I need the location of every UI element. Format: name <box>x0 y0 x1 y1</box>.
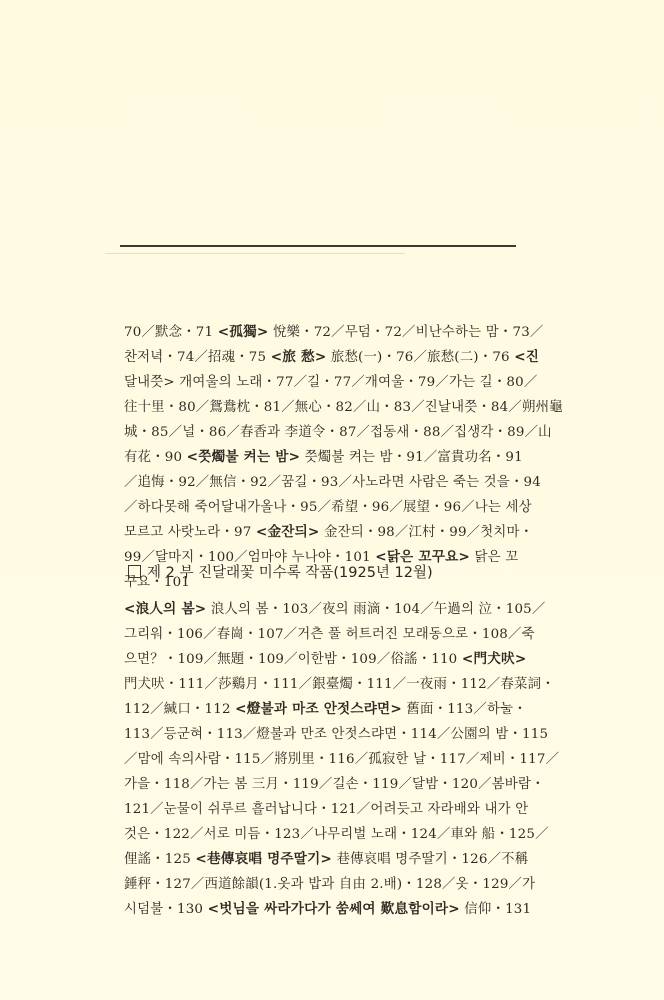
toc-entries: 錘秤・127／西道餘韻(1.옷과 밥과 自由 2.배)・128／옷・129／가 <box>124 877 536 892</box>
toc-line <box>124 345 556 370</box>
collection-title: <燈불과 마조 안젓스랴면> <box>235 701 402 717</box>
toc-entries: 悅樂・72／무덤・72／비난수하는 맘・73／ <box>268 325 544 340</box>
toc-line <box>124 495 556 520</box>
toc-entries: 닭은 꼬 <box>470 550 519 565</box>
toc-entries: 浪人의 봄・103／夜의 雨滴・104／午過의 泣・105／ <box>206 602 546 617</box>
header-rule <box>120 245 516 247</box>
toc-line <box>124 395 563 420</box>
toc-entries: 그리워・106／春崗・107／거츤 풀 허트러진 모래동으로・108／죽 <box>124 627 535 642</box>
toc-entries: ／하다못해 죽어달내가올나・95／希望・96／展望・96／나는 세상 <box>124 500 532 515</box>
toc-entries: 으면？・109／無題・109／이한밤・109／俗謠・110 <box>124 652 462 667</box>
collection-title: <진 <box>514 349 540 365</box>
toc-entries: 113／등군혀・113／燈불과 만조 안젓스랴면・114／公園의 밤・115 <box>124 727 549 742</box>
toc-line <box>124 470 556 495</box>
toc-entries: 有花・90 <box>124 450 187 465</box>
toc-line <box>124 622 556 647</box>
collection-title: <巷傳哀唱 명주딸기> <box>195 851 333 867</box>
toc-entries: 往十里・80／鴛鴦枕・81／無心・82／山・83／진날내쯧・84／朔州龜 <box>124 400 563 415</box>
section-label: 제 2 부 진달래꽃 미수록 작품 <box>147 565 334 581</box>
toc-entries: 시덤불・130 <box>124 902 208 917</box>
toc-part1 <box>124 320 563 595</box>
toc-entries: 달내쯧> <box>124 375 175 390</box>
toc-line <box>124 672 556 697</box>
toc-line <box>124 847 556 872</box>
section-date: (1925년 12월) <box>333 565 433 581</box>
toc-line <box>124 747 560 772</box>
toc-line <box>124 647 556 672</box>
toc-entries: 찬저녁・74／招魂・75 <box>124 350 271 365</box>
toc-line <box>124 597 556 622</box>
toc-line <box>124 722 556 747</box>
collection-title: <浪人의 봄> <box>124 601 207 617</box>
toc-entries: 것은・122／서로 미듬・123／나무리벌 노래・124／車와 船・125／ <box>124 827 549 842</box>
toc-entries: 쯧燭불 켜는 밤・91／富貴功名・91 <box>300 450 523 465</box>
toc-entries: 모르고 사랏노라・97 <box>124 525 256 540</box>
toc-entries: 꾸요・101 <box>124 575 191 590</box>
toc-entries: 70／默念・71 <box>124 325 218 340</box>
section-heading-part2 <box>128 561 568 582</box>
toc-entries: 旅愁(一)・76／旅愁(二)・76 <box>326 350 515 365</box>
toc-entries: ／追悔・92／無信・92／꿈길・93／사노라면 사람은 죽는 것을・94 <box>124 475 541 490</box>
toc-entries: 金잔듸・98／江村・99／첫치마・ <box>319 525 534 540</box>
collection-title: <벗님을 싸라가다가 쑴쎄여 歎息함이라> <box>207 901 460 917</box>
toc-line <box>124 872 556 897</box>
toc-line <box>124 370 556 395</box>
collection-title: <門犬吠> <box>461 651 527 667</box>
toc-line <box>124 420 556 445</box>
toc-part2 <box>124 597 560 922</box>
collection-title: <金잔듸> <box>255 524 320 540</box>
toc-entries: 城・85／널・86／春香과 李道令・87／접동새・88／집생각・89／山 <box>124 425 552 440</box>
toc-entries: 舊面・113／하눌・ <box>401 702 527 717</box>
toc-entries: 俚謠・125 <box>124 852 196 867</box>
collection-title: <쯧燭불 켜는 밤> <box>186 449 301 465</box>
collection-title: <旅 愁> <box>270 349 327 365</box>
toc-entries: 개여울의 노래・77／길・77／개여울・79／가는 길・80／ <box>174 375 538 390</box>
toc-entries: 99／달마지・100／엄마야 누나야・101 <box>124 550 376 565</box>
toc-line <box>124 897 556 922</box>
checkbox-square-icon <box>128 565 141 578</box>
toc-line <box>124 772 556 797</box>
toc-line <box>124 445 556 470</box>
toc-line <box>124 797 556 822</box>
toc-entries: 巷傳哀唱 명주딸기・126／不稱 <box>332 852 529 867</box>
collection-title: <닭은 꼬꾸요> <box>375 549 471 565</box>
toc-line <box>124 822 556 847</box>
toc-entries: 가을・118／가는 봄 三月・119／길손・119／달밤・120／봄바람・ <box>124 777 545 792</box>
toc-line <box>124 697 556 722</box>
toc-entries: ／맘에 속의사람・115／將別里・116／孤寂한 날・117／제비・117／ <box>124 752 560 767</box>
toc-line <box>124 520 556 545</box>
toc-entries: 信仰・131 <box>459 902 532 917</box>
toc-entries: 121／눈물이 쉬루르 흘러납니다・121／어려듯고 자라배와 내가 안 <box>124 802 529 817</box>
toc-line <box>124 320 556 345</box>
toc-entries: 門犬吠・111／莎鷄月・111／銀臺燭・111／一夜雨・112／春菜詞・ <box>124 677 555 692</box>
toc-entries: 112／緘口・112 <box>124 702 236 717</box>
collection-title: <孤獨> <box>217 324 269 340</box>
header-rule-shadow <box>105 253 405 254</box>
